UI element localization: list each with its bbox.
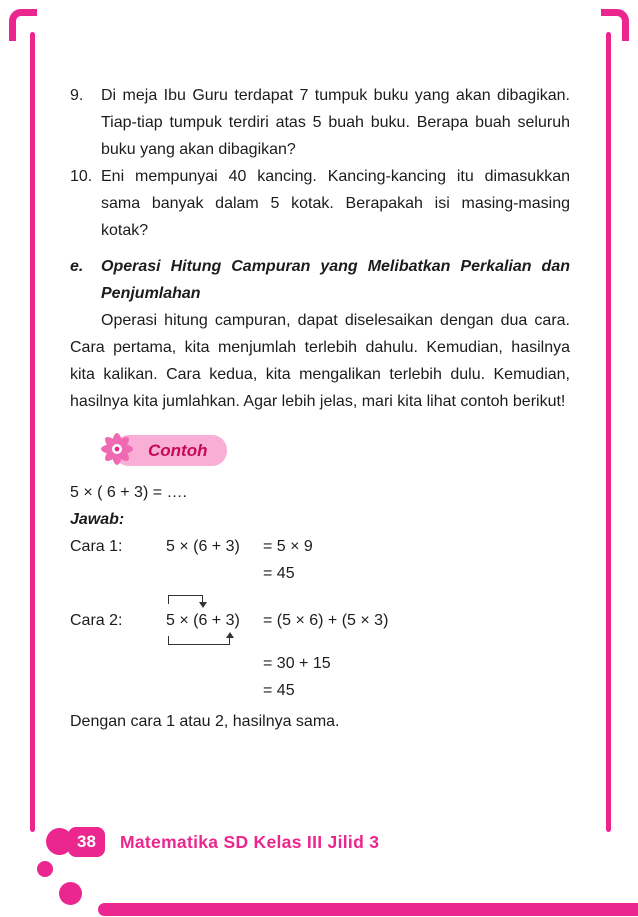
contoh-header (104, 433, 570, 467)
cara2-expression (166, 607, 263, 634)
section-letter: e. (70, 258, 84, 275)
section-heading (70, 253, 570, 307)
footer-dot-medium (59, 882, 82, 905)
cara2-row (70, 607, 570, 634)
cara2-step2: = 30 + 15 (263, 655, 331, 672)
cara2-row2 (70, 650, 570, 677)
section-title: Operasi Hitung Campuran yang Melibatkan Perkalian dan Penjumlahan (101, 258, 570, 302)
example-expression: 5 × ( 6 + 3) = …. (70, 484, 187, 501)
distributive-arrowhead-up (226, 632, 234, 638)
problem-number: 9. (70, 87, 84, 104)
distributive-arrow-bottom (168, 636, 230, 645)
cara2-expression-text: 5 × (6 + 3) (166, 612, 240, 629)
intro-paragraph: Operasi hitung campuran, dapat diselesaikan dengan dua cara. Cara pertama, kita menjumlah terlebih dahulu. Kemudian, hasilnya kita kalikan. Cara kedua, kita mengalikan terlebih dulu. Kemudian, hasilnya kita jumlahkan. Agar lebih jelas, mari kita lihat contoh berikut! (70, 312, 570, 410)
page-number-badge: 38 (68, 827, 105, 857)
cara1-step2: = 45 (263, 565, 295, 582)
cara1-expression: 5 × (6 + 3) (166, 538, 240, 555)
footer-bar (98, 903, 638, 916)
problem-text: Eni mempunyai 40 kancing. Kancing-kancing itu dimasukkan sama banyak dalam 5 kotak. Berapakah isi masing-masing kotak? (101, 168, 570, 239)
cara1-row2 (70, 560, 570, 587)
cara2-step3: = 45 (263, 682, 295, 699)
side-line-left (30, 32, 35, 832)
book-title: Matematika SD Kelas III Jilid 3 (120, 832, 380, 852)
problem-text: Di meja Ibu Guru terdapat 7 tumpuk buku yang akan dibagikan. Tiap-tiap tumpuk terdiri atas 5 buah buku. Berapa buah seluruh buku yang akan dibagikan? (101, 87, 570, 158)
cara1-label: Cara 1: (70, 538, 123, 555)
cara1-step1: = 5 × 9 (263, 538, 313, 555)
contoh-badge: Contoh (114, 435, 227, 466)
closing-text: Dengan cara 1 atau 2, hasilnya sama. (70, 713, 340, 730)
distributive-arrowhead-down (199, 602, 207, 608)
cara2-label: Cara 2: (70, 612, 123, 629)
jawab-label: Jawab: (70, 511, 125, 528)
cara2-step1: = (5 × 6) + (5 × 3) (263, 612, 389, 629)
footer-dot-small (37, 861, 53, 877)
problem-item (70, 82, 570, 163)
cara1-row (70, 533, 570, 560)
cara2-row3 (70, 677, 570, 704)
distributive-arrow-top (168, 595, 203, 604)
side-line-right (606, 32, 611, 832)
problem-item (70, 163, 570, 244)
problem-number: 10. (70, 168, 93, 185)
flower-icon (98, 430, 136, 477)
page-content (70, 82, 570, 735)
